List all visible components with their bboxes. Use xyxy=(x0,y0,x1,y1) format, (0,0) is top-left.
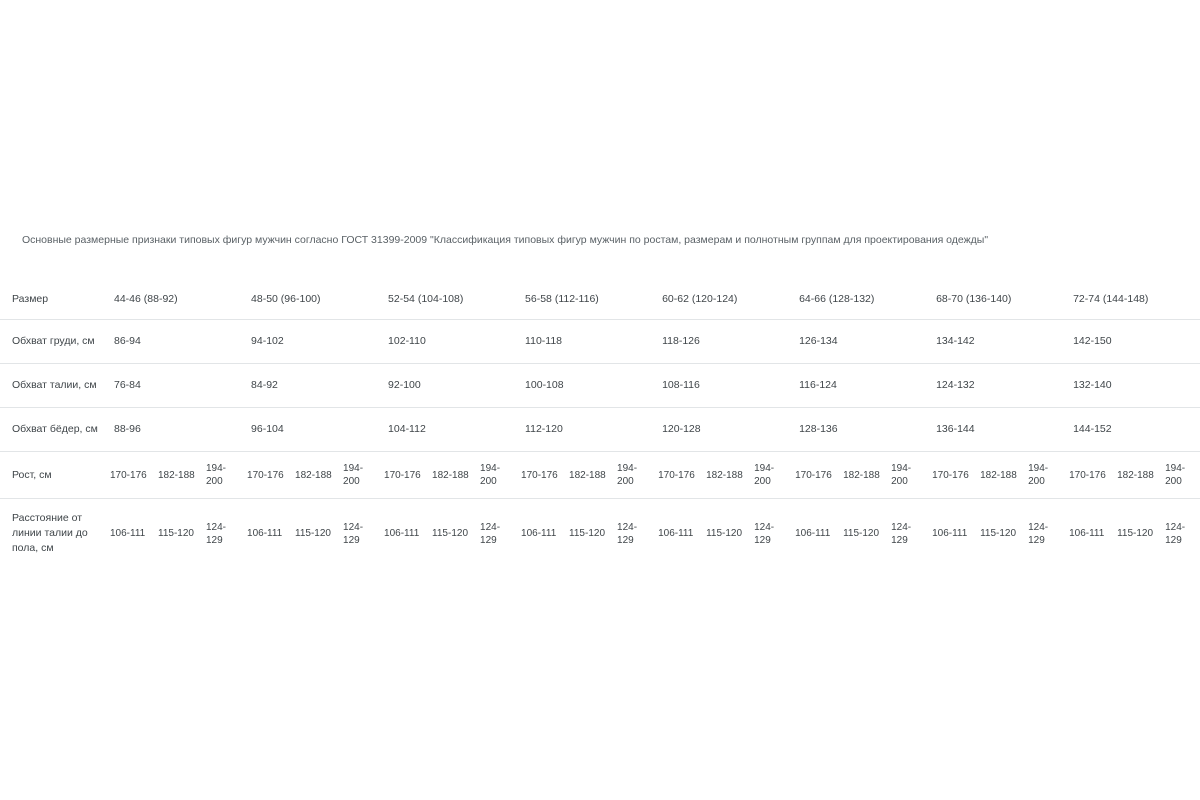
cell-hips-6: 136-144 xyxy=(926,408,1063,452)
distance-cell-2-0: 106-111 xyxy=(384,528,420,539)
distance-cell-4-1: 115-120 xyxy=(706,528,743,539)
distance-cell-4-0: 106-111 xyxy=(658,528,694,539)
cell-waist-6: 124-132 xyxy=(926,364,1063,408)
distance-cell-6-2: 124-129 xyxy=(1028,521,1049,546)
height-col-6-0: 170-176 xyxy=(926,452,974,499)
cell-chest-4: 118-126 xyxy=(652,320,789,364)
height-col-0-2: 194-200 xyxy=(200,452,241,499)
size-group-2: 52-54 (104-108) xyxy=(378,280,515,320)
distance-cell-0-2: 124-129 xyxy=(206,521,227,546)
height-col-5-1: 182-188 xyxy=(837,452,885,499)
cell-chest-3: 110-118 xyxy=(515,320,652,364)
height-col-1-0: 170-176 xyxy=(241,452,289,499)
cell-hips-1: 96-104 xyxy=(241,408,378,452)
cell-waist-2: 92-100 xyxy=(378,364,515,408)
cell-chest-0: 86-94 xyxy=(104,320,241,364)
distance-cell-1-2: 124-129 xyxy=(343,521,364,546)
distance-cell-3-2: 124-129 xyxy=(617,521,638,546)
table-row xyxy=(0,320,1200,364)
height-col-2-2: 194-200 xyxy=(474,452,515,499)
height-col-3-1: 182-188 xyxy=(563,452,611,499)
size-table-container xyxy=(0,280,1200,568)
cell-hips-2: 104-112 xyxy=(378,408,515,452)
table-row xyxy=(0,408,1200,452)
cell-chest-5: 126-134 xyxy=(789,320,926,364)
height-col-7-2: 194-200 xyxy=(1159,452,1200,499)
height-col-4-0: 170-176 xyxy=(652,452,700,499)
cell-waist-7: 132-140 xyxy=(1063,364,1200,408)
row-label-distance: Расстояние от линии талии до пола, см xyxy=(12,512,88,554)
cell-waist-5: 116-124 xyxy=(789,364,926,408)
cell-chest-1: 94-102 xyxy=(241,320,378,364)
height-col-0-1: 182-188 xyxy=(152,452,200,499)
distance-cell-5-0: 106-111 xyxy=(795,528,831,539)
row-label-waist: Обхват талии, см xyxy=(0,364,104,408)
size-group-6: 68-70 (136-140) xyxy=(926,280,1063,320)
height-col-2-0: 170-176 xyxy=(378,452,426,499)
distance-cell-3-0: 106-111 xyxy=(521,528,557,539)
table-row-height xyxy=(0,452,1200,499)
distance-cell-7-1: 115-120 xyxy=(1117,528,1154,539)
size-group-3: 56-58 (112-116) xyxy=(515,280,652,320)
distance-cell-4-2: 124-129 xyxy=(754,521,775,546)
row-label-height: Рост, см xyxy=(0,452,104,499)
height-col-4-2: 194-200 xyxy=(748,452,789,499)
row-label-chest: Обхват груди, см xyxy=(0,320,104,364)
distance-cell-5-1: 115-120 xyxy=(843,528,880,539)
cell-chest-2: 102-110 xyxy=(378,320,515,364)
size-table xyxy=(0,280,1200,568)
cell-hips-3: 112-120 xyxy=(515,408,652,452)
size-group-5: 64-66 (128-132) xyxy=(789,280,926,320)
size-group-1: 48-50 (96-100) xyxy=(241,280,378,320)
cell-waist-0: 76-84 xyxy=(104,364,241,408)
height-col-2-1: 182-188 xyxy=(426,452,474,499)
size-group-4: 60-62 (120-124) xyxy=(652,280,789,320)
table-row xyxy=(0,364,1200,408)
height-col-6-2: 194-200 xyxy=(1022,452,1063,499)
distance-cell-5-2: 124-129 xyxy=(891,521,912,546)
distance-cell-7-2: 124-129 xyxy=(1165,521,1186,546)
distance-cell-6-0: 106-111 xyxy=(932,528,968,539)
cell-hips-7: 144-152 xyxy=(1063,408,1200,452)
cell-hips-0: 88-96 xyxy=(104,408,241,452)
size-group-7: 72-74 (144-148) xyxy=(1063,280,1200,320)
cell-chest-7: 142-150 xyxy=(1063,320,1200,364)
table-row-distance xyxy=(0,499,1200,569)
height-col-7-1: 182-188 xyxy=(1111,452,1159,499)
height-col-3-0: 170-176 xyxy=(515,452,563,499)
height-col-3-2: 194-200 xyxy=(611,452,652,499)
distance-cell-6-1: 115-120 xyxy=(980,528,1017,539)
height-col-5-2: 194-200 xyxy=(885,452,926,499)
height-col-4-1: 182-188 xyxy=(700,452,748,499)
height-col-1-2: 194-200 xyxy=(337,452,378,499)
table-header-row xyxy=(0,280,1200,320)
height-col-7-0: 170-176 xyxy=(1063,452,1111,499)
cell-chest-6: 134-142 xyxy=(926,320,1063,364)
distance-cell-3-1: 115-120 xyxy=(569,528,606,539)
height-col-6-1: 182-188 xyxy=(974,452,1022,499)
cell-hips-5: 128-136 xyxy=(789,408,926,452)
distance-cell-2-2: 124-129 xyxy=(480,521,501,546)
cell-waist-3: 100-108 xyxy=(515,364,652,408)
table-caption: Основные размерные признаки типовых фигур мужчин согласно ГОСТ 31399-2009 "Классификация типовых фигур мужчин по ростам, размерам и полнотным группам для проектирования одежды" xyxy=(21,234,989,246)
distance-cell-0-1: 115-120 xyxy=(158,528,194,539)
size-group-0: 44-46 (88-92) xyxy=(104,280,241,320)
header-size-label: Размер xyxy=(0,280,104,320)
height-col-5-0: 170-176 xyxy=(789,452,837,499)
distance-cell-7-0: 106-111 xyxy=(1069,528,1105,539)
distance-cell-1-1: 115-120 xyxy=(295,528,331,539)
cell-hips-4: 120-128 xyxy=(652,408,789,452)
cell-waist-1: 84-92 xyxy=(241,364,378,408)
cell-waist-4: 108-116 xyxy=(652,364,789,408)
height-col-1-1: 182-188 xyxy=(289,452,337,499)
distance-cell-1-0: 106-111 xyxy=(247,528,283,539)
distance-cell-0-0: 106-111 xyxy=(110,528,146,539)
distance-cell-2-1: 115-120 xyxy=(432,528,469,539)
height-col-0-0: 170-176 xyxy=(104,452,152,499)
row-label-hips: Обхват бёдер, см xyxy=(0,408,104,452)
